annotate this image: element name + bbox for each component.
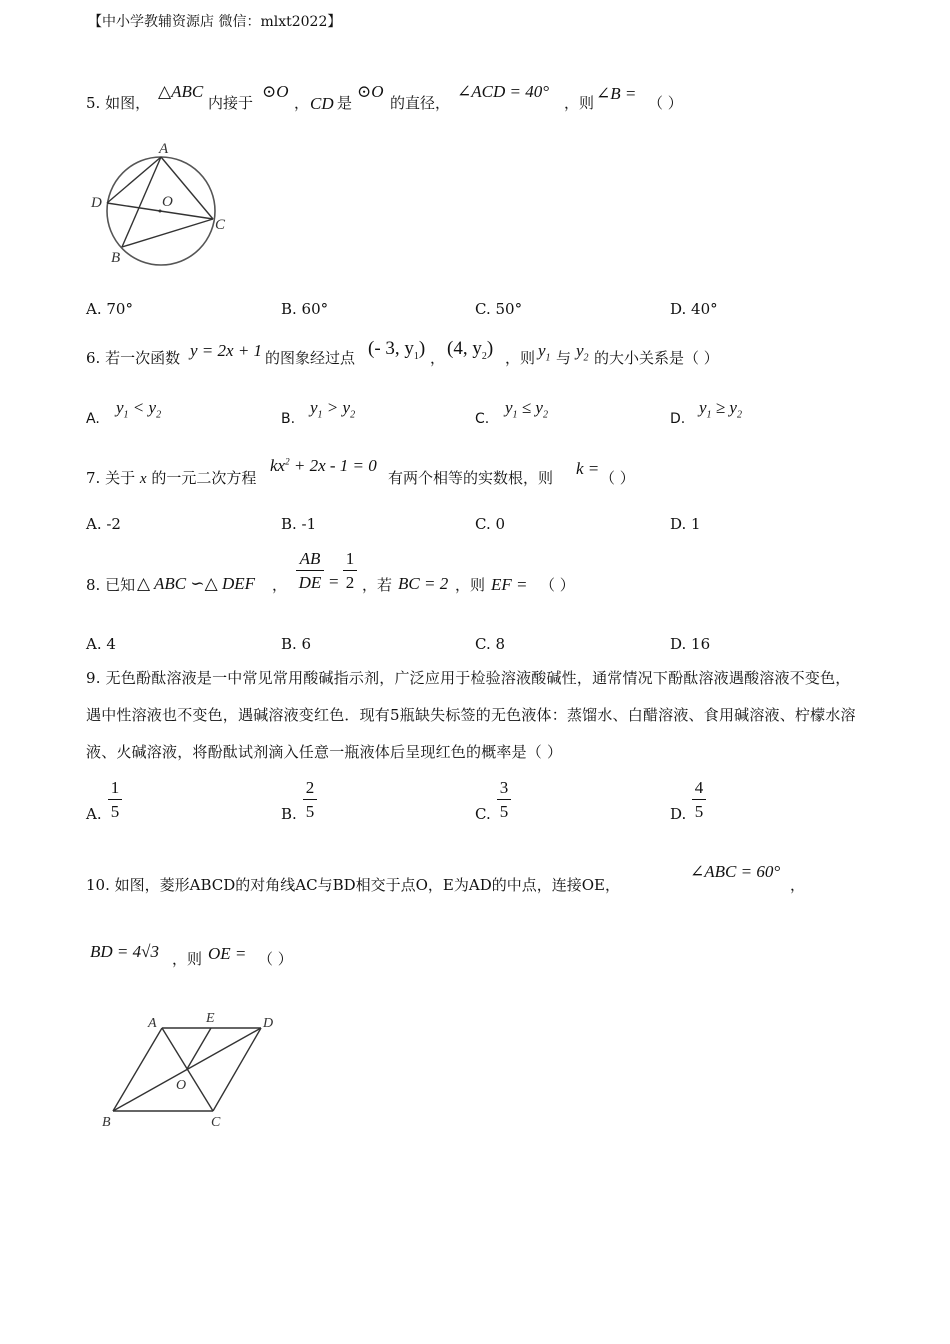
q10-diagonal-bd xyxy=(113,1028,261,1111)
q10-text-line1: 10. 如图，菱形ABCD的对角线AC与BD相交于点O，E为AD的中点，连接OE， xyxy=(86,876,620,894)
q5-label-d: D xyxy=(91,195,102,211)
q7-math-k: k = xyxy=(576,459,600,478)
q10-math-oe: OE = xyxy=(208,944,247,963)
q5-figure-circle xyxy=(88,140,238,270)
q5-math-abc: △ABC xyxy=(158,82,204,101)
q7-option-a[interactable]: A. -2 xyxy=(86,515,121,533)
q8-text-start: 8. 已知 xyxy=(86,576,136,594)
q5-text: 5. 如图， xyxy=(86,94,151,112)
q5-math-angle-acd: ∠ACD = 40° xyxy=(457,82,550,101)
q10-label-e: E xyxy=(206,1011,215,1026)
q10-math-angle-abc: ∠ABC = 60° xyxy=(690,862,781,881)
q8-math-bc: BC = 2 xyxy=(398,574,449,593)
q10-label-o: O xyxy=(176,1078,187,1093)
q7-answer-blank: （ ） xyxy=(600,469,635,487)
q7-text-start: 7. 关于 x 的一元二次方程 xyxy=(86,469,257,487)
q8-option-d[interactable]: D. 16 xyxy=(670,635,711,653)
q5-label-c: C xyxy=(215,217,226,233)
q10-side-cd xyxy=(213,1028,261,1111)
q10-label-b: B xyxy=(102,1115,111,1130)
q10-label-c: C xyxy=(211,1115,221,1130)
q5-option-b[interactable]: B. 60° xyxy=(281,300,329,318)
q8-option-a[interactable]: A. 4 xyxy=(86,635,116,653)
q5-label-a: A xyxy=(159,141,169,157)
q10-side-ab xyxy=(113,1028,162,1111)
q5-number: 5. xyxy=(86,94,101,112)
q5-math-circle-o: ⊙O xyxy=(262,82,289,101)
q7-option-c[interactable]: C. 0 xyxy=(475,515,506,533)
q7-math-equation: $kx^2 + 2x - 1 = 0$ xyxy=(270,456,377,475)
q8-option-c[interactable]: C. 8 xyxy=(475,635,506,653)
q5-side-bc xyxy=(122,219,213,247)
q10-math-bd: BD = 4√3 xyxy=(90,942,159,961)
q8-math-ef: EF = xyxy=(491,575,528,594)
q5-math-cd: CD xyxy=(310,94,334,113)
q10-label-d: D xyxy=(263,1016,274,1031)
q10-answer-blank: （ ） xyxy=(258,950,293,968)
q5-label-b: B xyxy=(111,250,121,266)
q8-fraction-ab-de: AB DE xyxy=(296,550,324,591)
q5-option-d[interactable]: D. 40° xyxy=(670,300,718,318)
q8-answer-blank: （ ） xyxy=(540,576,575,594)
q10-figure-rhombus xyxy=(98,1008,288,1133)
q5-side-ab xyxy=(122,157,161,247)
q5-option-a[interactable]: A. 70° xyxy=(86,300,133,318)
q5-label-o: O xyxy=(162,194,173,210)
q10-label-a: A xyxy=(148,1016,157,1031)
q6-text-start: 6. 若一次函数 xyxy=(86,349,181,367)
q8-option-b[interactable]: B. 6 xyxy=(281,635,312,653)
q8-math-similar: △ ABC ∽△ DEF xyxy=(137,574,255,593)
q7-option-b[interactable]: B. -1 xyxy=(281,515,317,533)
q5-option-c[interactable]: C. 50° xyxy=(475,300,523,318)
q8-fraction-half: 1 2 xyxy=(343,550,357,591)
q9-text: 9. 无色酚酞溶液是一中常见常用酸碱指示剂，广泛应用于检验溶液酸碱性，通常情况下酚酞溶液遇酸溶液不变色，遇中性溶液也不变色，遇碱溶液变红色．现有5瓶缺失标签的无色液体：蒸馏水、白醋溶液、食用碱溶液、柠檬水溶液、火碱溶液，将酚酞试剂滴入任意一瓶液体后呈现红色的概率是（ ） xyxy=(86,669,856,761)
q6-math-point-1: (- 3, $y_1$) xyxy=(368,338,426,362)
q6-math-function: y = 2x + 1 xyxy=(190,341,263,360)
q6-math-point-2: (4, $y_2$) xyxy=(447,338,494,362)
q6-math-y2: $y_2$ xyxy=(576,341,589,364)
q7-option-d[interactable]: D. 1 xyxy=(670,515,701,533)
q5-answer-blank: （ ） xyxy=(648,94,683,112)
q5-math-circle-o-2: ⊙O xyxy=(357,82,384,101)
header-watermark: 【中小学教辅资源店 微信：mlxt2022】 xyxy=(88,14,342,30)
q5-math-angle-b: ∠B = xyxy=(596,84,637,103)
q6-math-y1: $y_1$ xyxy=(538,341,551,364)
